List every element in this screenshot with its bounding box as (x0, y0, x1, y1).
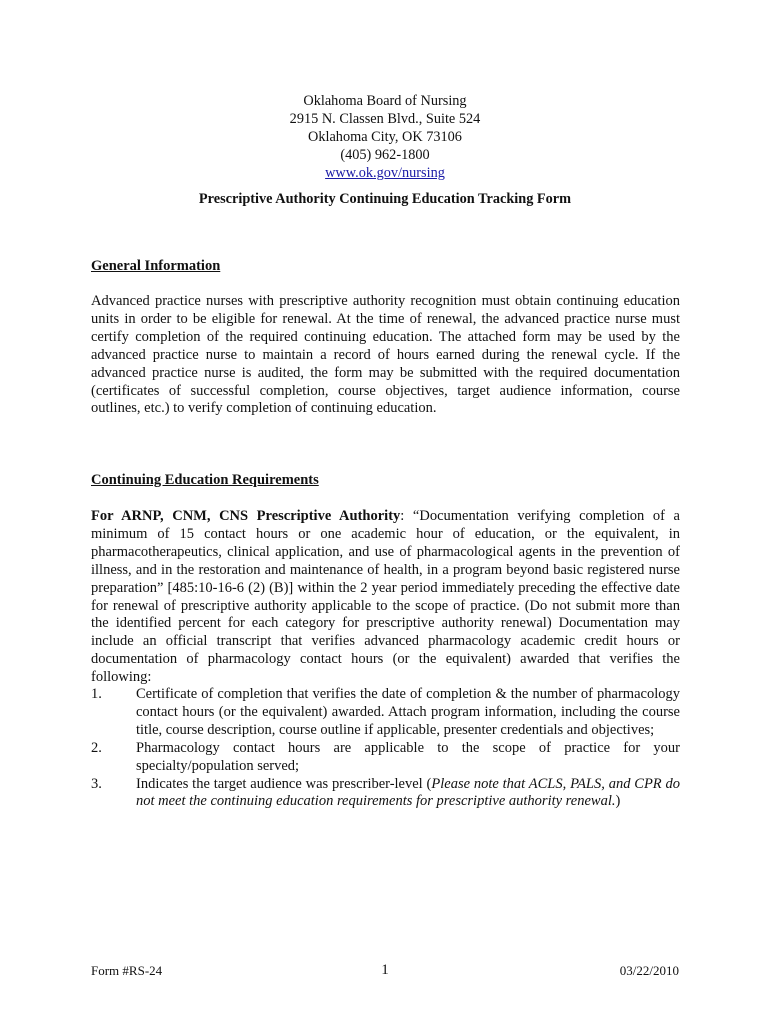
revision-date: 03/22/2010 (619, 963, 679, 978)
general-information-heading: General Information (91, 258, 221, 274)
list-item-text: Pharmacology contact hours are applicable to the scope of practice for your specialty/population served; (136, 739, 680, 774)
list-item-number: 2. (91, 739, 102, 756)
list-item-text: Certificate of completion that verifies the date of completion & the number of pharmacology contact hours (or the equivalent) awarded. Attach program information, including the course title, course description, course outline if applicable, presenter credentials and objectives; (136, 686, 680, 738)
list-item-text (136, 776, 680, 812)
list-item-number: 3. (91, 775, 102, 792)
form-title: Prescriptive Authority Continuing Education Tracking Form (198, 191, 572, 207)
list-item-number: 1. (91, 686, 102, 702)
requirements-list (91, 686, 680, 811)
list-item (91, 776, 680, 812)
phone-number: (405) 962-1800 (340, 147, 430, 163)
website-link[interactable]: www.ok.gov/nursing (325, 165, 445, 181)
org-name: Oklahoma Board of Nursing (303, 93, 467, 109)
general-information-body: Advanced practice nurses with prescriptive authority recognition must obtain continuing education units in order to be eligible for renewal. At the time of renewal, the advanced practice nurse must certify completion of the required continuing education. The attached form may be used by the advanced practice nurse to maintain a record of hours earned during the renewal cycle. If the advanced practice nurse is audited, the form may be submitted with the required documentation (certificates of successful completion, course objectives, target audience information, course outlines, etc.) to verify completion of continuing education. (91, 293, 680, 417)
page-number: 1 (381, 962, 389, 978)
requirements-heading: Continuing Education Requirements (91, 472, 319, 488)
form-number: Form #RS-24 (91, 963, 163, 978)
letterhead (0, 92, 770, 182)
list-item-text-lead: Indicates the target audience was prescriber-level ( (136, 775, 432, 792)
address-line-1: 2915 N. Classen Blvd., Suite 524 (289, 111, 481, 127)
list-item (91, 686, 680, 740)
list-item (91, 740, 680, 776)
requirements-text: : “Documentation verifying completion of a minimum of 15 contact hours or one academic hour of education, or the equivalent, in pharmacotherapeutics, clinical application, and use of pharmacological agents in the prevention of illness, and in the restoration and maintenance of health, in a program beyond basic registered nurse preparation” [485:10-16-6 (2) (B)] within the 2 year period immediately preceding the effective date for renewal of prescriptive authority applicable to the scope of practice. (Do not submit more than the identified percent for each category for prescriptive authority renewal) Documentation may include an official transcript that verifies advanced pharmacology academic credit hours or documentation of pharmacology contact hours (or the equivalent) awarded that verifies the following: (91, 508, 680, 686)
list-item-note: Please note that ACLS, PALS, and CPR do not meet the continuing education requirements for prescriptive authority renewal. (136, 775, 680, 810)
requirements-lead: For ARNP, CNM, CNS Prescriptive Authority (91, 508, 401, 524)
requirements-body (91, 508, 680, 687)
list-item-text-tail: ) (615, 793, 621, 810)
address-line-2: Oklahoma City, OK 73106 (308, 129, 462, 145)
